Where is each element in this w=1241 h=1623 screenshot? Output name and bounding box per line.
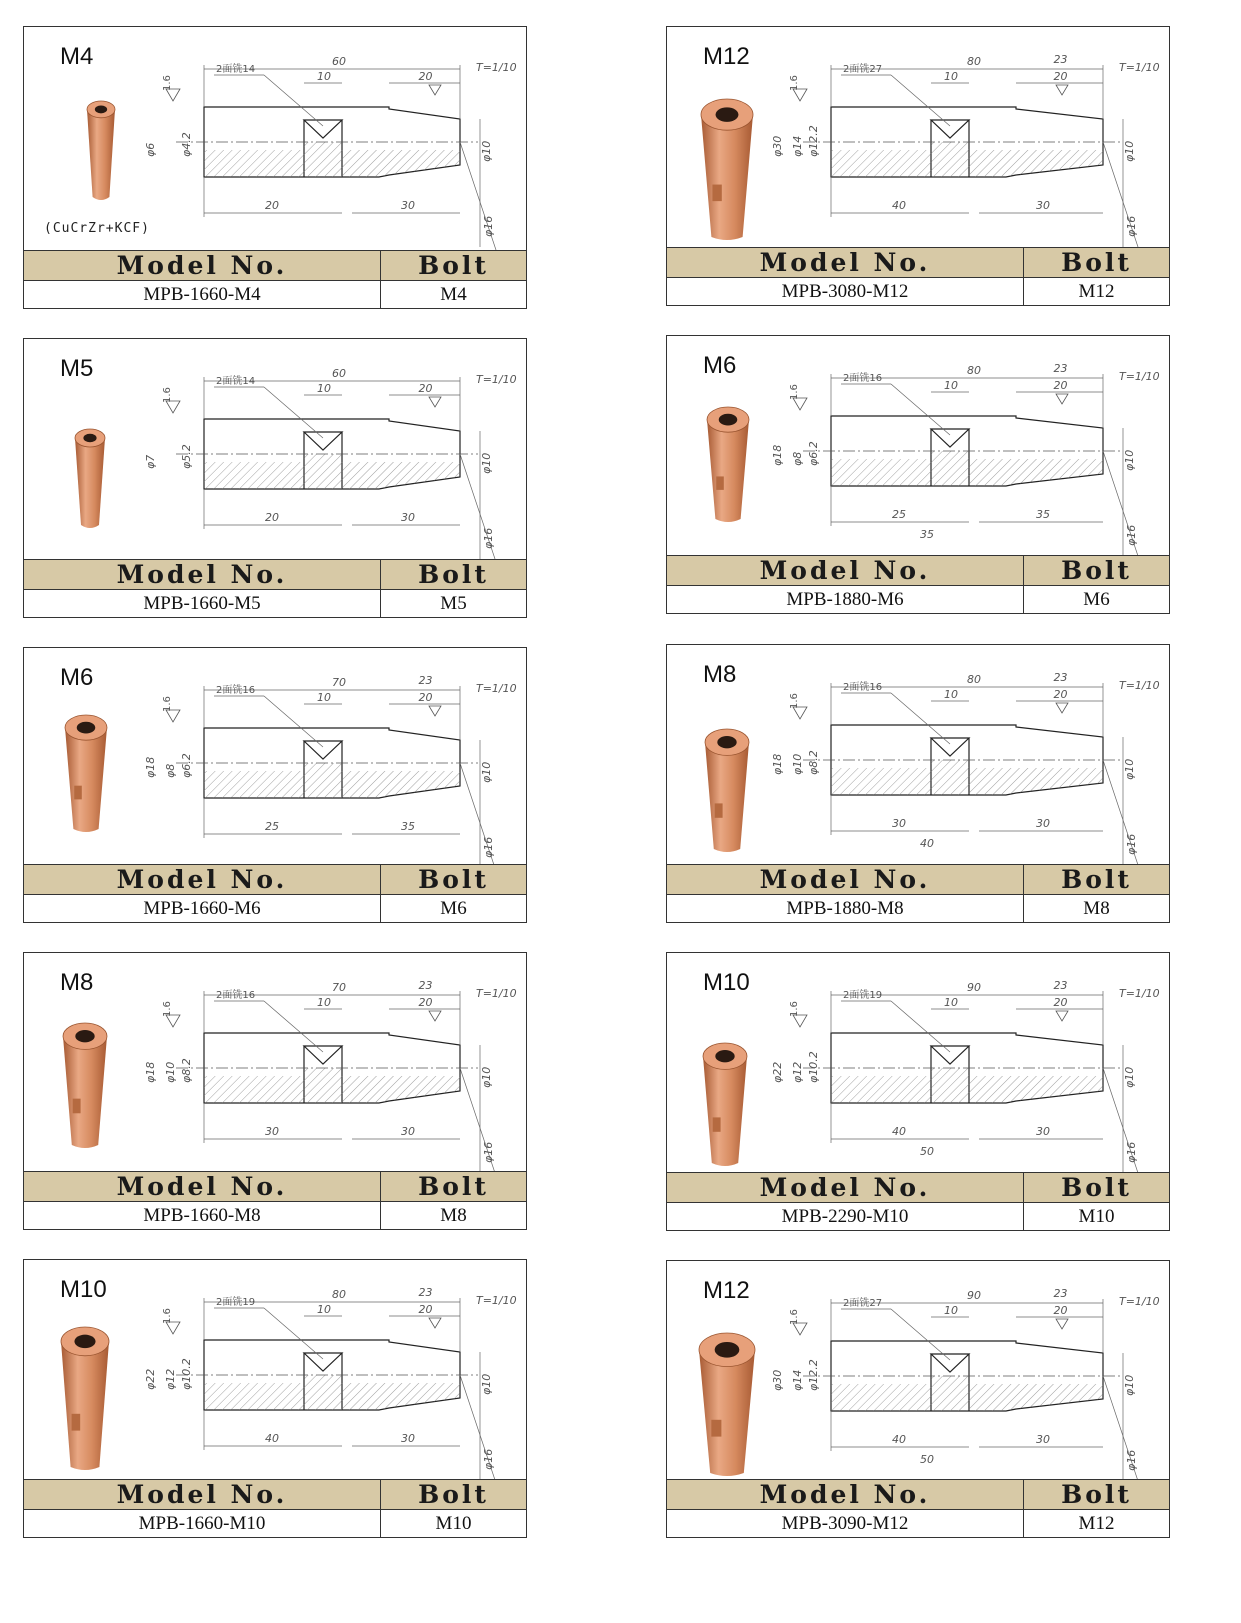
bolt-header: Bolt [1061,556,1132,585]
dimension-label: 10 [317,691,331,704]
dimension-label: φ14 [791,1369,804,1391]
bolt-header: Bolt [1061,865,1132,894]
dimension-label: 2面铣27 [843,64,883,75]
technical-drawing [24,27,528,253]
dimension-label: T=1/10 [1119,679,1160,692]
dimension-label: 80 [967,673,981,686]
dimension-label: 2面铣16 [843,682,883,693]
dimension-label: 60 [332,367,346,380]
dimension-label: φ8 [164,763,177,778]
size-label: M4 [60,43,94,70]
dimension-label: 10 [944,1304,958,1317]
product-card-mpb-2290-m10 [666,952,1170,1231]
dimension-label: φ8 [791,451,804,466]
dimension-label: 40 [920,837,934,850]
size-label: M8 [703,661,737,688]
dimension-label: 10 [944,996,958,1009]
bolt-size: M10 [435,1512,472,1534]
dimension-label: 1.6 [162,75,173,91]
dimension-label: 20 [1053,1304,1068,1317]
spec-table [24,1479,526,1537]
dimension-label: 30 [401,199,415,212]
bolt-size: M4 [440,283,467,305]
dimension-label: φ16 [482,527,495,549]
spec-table-row [24,590,526,617]
dimension-label: 20 [418,1303,433,1316]
dimension-label: φ10 [1123,1066,1136,1088]
bolt-size: M8 [1083,897,1110,919]
bolt-size: M12 [1078,280,1115,302]
dimension-label: 1.6 [789,75,800,91]
dimension-label: 20 [418,691,433,704]
dimension-label: φ6.2 [807,441,820,466]
model-header: Model No. [116,251,288,280]
spec-table [667,247,1169,305]
dimension-label: φ10 [1123,140,1136,162]
product-card-mpb-1660-m10 [23,1259,527,1538]
dimension-label: 23 [1053,1287,1068,1300]
dimension-label: φ16 [482,1448,495,1470]
dimension-label: 20 [418,70,433,83]
technical-drawing [24,648,528,867]
size-label: M10 [60,1276,107,1303]
dimension-label: φ18 [144,1061,157,1083]
bolt-header: Bolt [418,1480,489,1509]
electrode-photo [87,101,115,200]
dimension-label: 1.6 [162,696,173,712]
model-number: MPB-1660-M8 [143,1204,261,1226]
model-header: Model No. [116,865,288,894]
bolt-header: Bolt [418,251,489,280]
dimension-label: 50 [920,1145,934,1158]
model-header: Model No. [759,556,931,585]
dimension-label: 10 [317,996,331,1009]
spec-table-row [24,895,526,922]
electrode-photo [707,407,749,522]
dimension-label: 1.6 [162,1308,173,1324]
dimension-label: 10 [317,70,331,83]
product-card-mpb-1880-m8 [666,644,1170,923]
dimension-label: 2面铣16 [843,373,883,384]
dimension-label: 20 [418,382,433,395]
technical-drawing [24,953,528,1174]
dimension-label: φ10 [164,1061,177,1083]
electrode-photo [705,729,749,852]
bolt-size: M5 [440,592,467,614]
dimension-label: 30 [401,1125,415,1138]
spec-table-header [667,1479,1169,1510]
dimension-label: 1.6 [162,1001,173,1017]
model-number: MPB-1660-M4 [143,283,261,305]
spec-table [24,559,526,617]
spec-table-header [667,1172,1169,1203]
dimension-label: 80 [967,55,981,68]
dimension-label: T=1/10 [1119,370,1160,383]
size-label: M10 [703,969,750,996]
dimension-label: 20 [1053,688,1068,701]
dimension-label: 23 [1053,362,1068,375]
product-card-mpb-3080-m12 [666,26,1170,306]
dimension-label: φ22 [144,1368,157,1390]
technical-drawing [667,645,1171,867]
dimension-label: φ5.2 [180,444,193,469]
dimension-label: 30 [1036,199,1050,212]
dimension-label: φ12.2 [807,1359,820,1391]
dimension-label: 40 [892,1433,906,1446]
bolt-header: Bolt [418,1172,489,1201]
dimension-label: T=1/10 [476,987,517,1000]
spec-table [667,1172,1169,1230]
bolt-header: Bolt [418,560,489,589]
dimension-label: φ10 [480,452,493,474]
model-number: MPB-1660-M5 [143,592,261,614]
dimension-label: φ12 [791,1061,804,1083]
dimension-label: 20 [1053,379,1068,392]
dimension-label: φ18 [144,756,157,778]
dimension-label: φ4.2 [180,132,193,157]
size-label: M12 [703,43,750,70]
size-label: M5 [60,355,94,382]
dimension-label: φ18 [771,444,784,466]
dimension-label: 20 [265,199,279,212]
bolt-size: M6 [440,897,467,919]
model-header: Model No. [759,1173,931,1202]
dimension-label: 2面铣19 [843,990,883,1001]
spec-table-row [667,586,1169,613]
dimension-label: φ16 [1125,1141,1138,1163]
spec-table [24,864,526,922]
dimension-label: 30 [1036,817,1050,830]
dimension-label: φ10 [1123,449,1136,471]
dimension-label: 20 [1053,996,1068,1009]
dimension-label: φ10.2 [807,1051,820,1083]
dimension-label: 2面铣14 [216,376,256,387]
dimension-label: 1.6 [789,1001,800,1017]
dimension-label: 50 [920,1453,934,1466]
dimension-label: φ8.2 [807,750,820,775]
dimension-label: 1.6 [162,387,173,403]
model-header: Model No. [759,248,931,277]
spec-table [24,1171,526,1229]
dimension-label: 70 [332,676,346,689]
dimension-label: 1.6 [789,384,800,400]
dimension-label: φ10 [1123,1374,1136,1396]
dimension-label: 30 [1036,1125,1050,1138]
dimension-label: φ8.2 [180,1058,193,1083]
dimension-label: 70 [332,981,346,994]
spec-table-header [667,555,1169,586]
dimension-label: 1.6 [789,1309,800,1325]
dimension-label: 20 [418,996,433,1009]
spec-table-row [24,1510,526,1537]
model-number: MPB-1660-M6 [143,897,261,919]
spec-table-header [667,247,1169,278]
dimension-label: 2面铣16 [216,990,256,1001]
bolt-size: M8 [440,1204,467,1226]
dimension-label: 90 [967,1289,981,1302]
dimension-label: T=1/10 [476,1294,517,1307]
spec-table [667,1479,1169,1537]
dimension-label: 35 [401,820,415,833]
dimension-label: φ16 [1125,1449,1138,1471]
dimension-label: φ10 [1123,758,1136,780]
spec-table-row [24,281,526,308]
electrode-photo [75,429,105,528]
dimension-label: T=1/10 [1119,987,1160,1000]
size-label: M6 [60,664,94,691]
model-number: MPB-1880-M6 [786,588,904,610]
technical-drawing [24,339,528,562]
dimension-label: φ10 [791,753,804,775]
bolt-header: Bolt [1061,1173,1132,1202]
dimension-label: φ12 [164,1368,177,1390]
dimension-label: φ30 [771,1369,784,1391]
dimension-label: 60 [332,55,346,68]
dimension-label: 30 [1036,1433,1050,1446]
dimension-label: 20 [1053,70,1068,83]
model-header: Model No. [116,1172,288,1201]
product-card-mpb-1660-m6 [23,647,527,923]
electrode-photo [61,1327,109,1470]
dimension-label: 25 [265,820,279,833]
dimension-label: 30 [401,1432,415,1445]
model-header: Model No. [116,560,288,589]
dimension-label: φ16 [482,215,495,237]
dimension-label: 10 [944,688,958,701]
electrode-photo [65,715,107,832]
bolt-header: Bolt [418,865,489,894]
dimension-label: 40 [892,199,906,212]
bolt-header: Bolt [1061,248,1132,277]
product-card-mpb-1880-m6 [666,335,1170,614]
product-card-mpb-3090-m12 [666,1260,1170,1538]
dimension-label: φ16 [482,836,495,858]
spec-table-row [24,1202,526,1229]
electrode-photo [63,1023,107,1148]
spec-table-header [667,864,1169,895]
dimension-label: φ16 [1125,524,1138,546]
model-header: Model No. [116,1480,288,1509]
dimension-label: φ6.2 [180,753,193,778]
dimension-label: 35 [920,528,934,541]
spec-table-header [24,250,526,281]
dimension-label: φ10.2 [180,1358,193,1390]
dimension-label: φ16 [1125,215,1138,237]
dimension-label: φ18 [771,753,784,775]
dimension-label: φ6 [144,142,157,157]
technical-drawing [667,336,1171,558]
bolt-size: M12 [1078,1512,1115,1534]
dimension-label: T=1/10 [476,61,517,74]
dimension-label: 30 [892,817,906,830]
dimension-label: 23 [418,674,433,687]
spec-table-header [24,1479,526,1510]
bolt-size: M6 [1083,588,1110,610]
dimension-label: 20 [265,511,279,524]
bolt-size: M10 [1078,1205,1115,1227]
spec-table-row [667,278,1169,305]
dimension-label: 40 [265,1432,279,1445]
model-number: MPB-3090-M12 [781,1512,909,1534]
dimension-label: φ16 [1125,833,1138,855]
bolt-header: Bolt [1061,1480,1132,1509]
dimension-label: 10 [317,382,331,395]
spec-table [667,555,1169,613]
dimension-label: 80 [332,1288,346,1301]
dimension-label: 35 [1036,508,1050,521]
model-number: MPB-1660-M10 [138,1512,266,1534]
dimension-label: φ16 [482,1141,495,1163]
dimension-label: 23 [1053,671,1068,684]
spec-table-header [24,1171,526,1202]
spec-table [24,250,526,308]
size-label: M6 [703,352,737,379]
model-number: MPB-2290-M10 [781,1205,909,1227]
dimension-label: 10 [317,1303,331,1316]
dimension-label: 10 [944,70,958,83]
product-card-mpb-1660-m4 [23,26,527,309]
dimension-label: φ12.2 [807,125,820,157]
dimension-label: φ7 [144,454,157,469]
dimension-label: T=1/10 [476,682,517,695]
dimension-label: 2面铣27 [843,1298,883,1309]
dimension-label: 2面铣14 [216,64,256,75]
dimension-label: 30 [265,1125,279,1138]
model-number: MPB-1880-M8 [786,897,904,919]
spec-table-row [667,895,1169,922]
spec-table-header [24,559,526,590]
product-card-mpb-1660-m8 [23,952,527,1230]
size-label: M8 [60,969,94,996]
electrode-photo [701,99,753,240]
dimension-label: 23 [1053,53,1068,66]
dimension-label: 25 [892,508,906,521]
dimension-label: 90 [967,981,981,994]
spec-table-row [667,1203,1169,1230]
material-note: (CuCrZr+KCF) [44,221,150,236]
dimension-label: 2面铣16 [216,685,256,696]
dimension-label: 23 [1053,979,1068,992]
dimension-label: φ10 [480,140,493,162]
product-card-mpb-1660-m5 [23,338,527,618]
dimension-label: 23 [418,1286,433,1299]
dimension-label: T=1/10 [476,373,517,386]
model-header: Model No. [759,1480,931,1509]
dimension-label: φ10 [480,1373,493,1395]
dimension-label: 40 [892,1125,906,1138]
dimension-label: 80 [967,364,981,377]
dimension-label: φ10 [480,761,493,783]
electrode-photo [699,1333,755,1476]
model-header: Model No. [759,865,931,894]
dimension-label: φ14 [791,135,804,157]
model-number: MPB-3080-M12 [781,280,909,302]
dimension-label: 30 [401,511,415,524]
dimension-label: φ22 [771,1061,784,1083]
dimension-label: 1.6 [789,693,800,709]
dimension-label: φ10 [480,1066,493,1088]
dimension-label: 10 [944,379,958,392]
dimension-label: T=1/10 [1119,1295,1160,1308]
spec-table [667,864,1169,922]
dimension-label: T=1/10 [1119,61,1160,74]
spec-table-header [24,864,526,895]
dimension-label: 2面铣19 [216,1297,256,1308]
dimension-label: φ30 [771,135,784,157]
size-label: M12 [703,1277,750,1304]
spec-table-row [667,1510,1169,1537]
dimension-label: 23 [418,979,433,992]
electrode-photo [703,1043,747,1166]
